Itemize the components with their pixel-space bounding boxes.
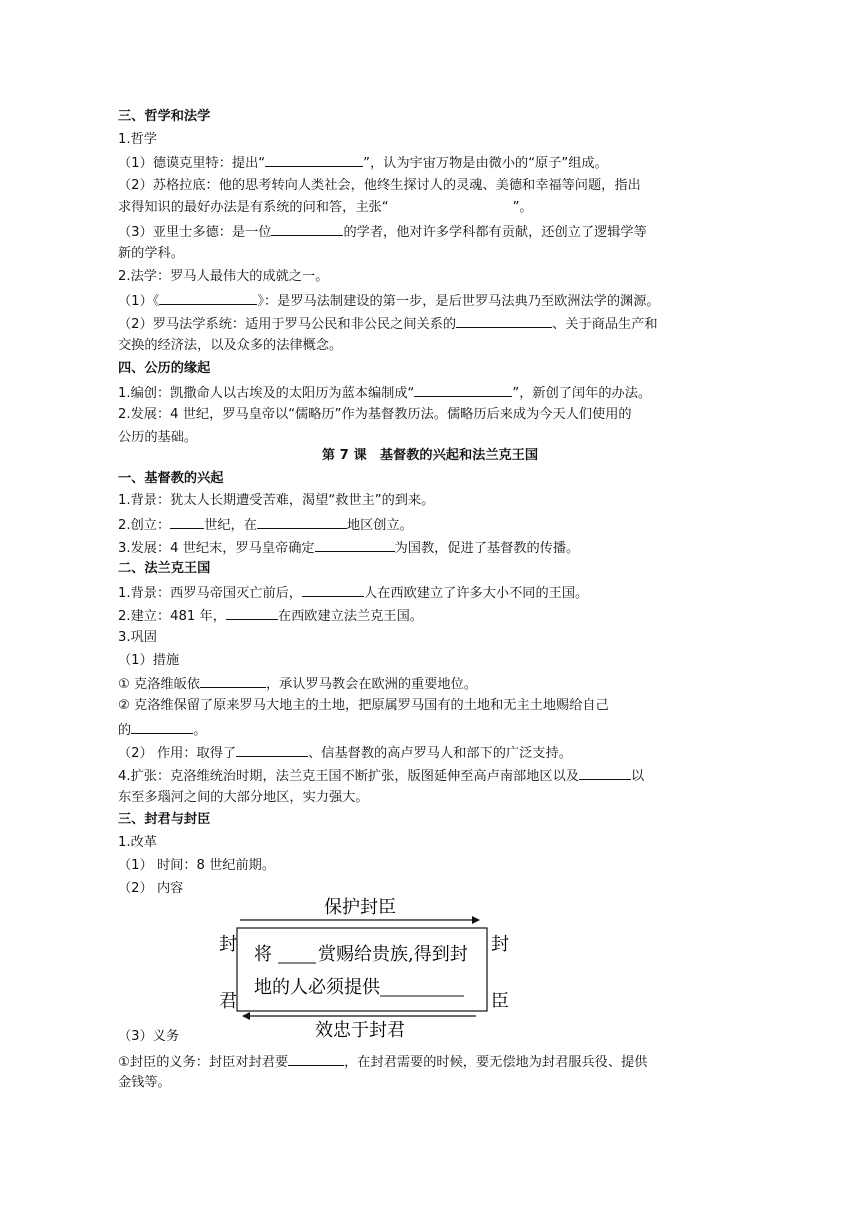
fill-blank[interactable]	[579, 765, 631, 780]
text-line: 求得知识的最好办法是有系统的问和答，主张“ ”。	[118, 200, 533, 215]
text-line: 2.发展：4 世纪，罗马皇帝以“儒略历”作为基督教历法。儒略历后来成为今天人们使用的	[118, 407, 632, 422]
fill-blank[interactable]	[265, 152, 363, 167]
text-line: （1） 时间：8 世纪前期。	[118, 858, 276, 873]
text-line: （2）罗马法学系统：适用于罗马公民和非公民之间关系的 、关于商品生产和	[118, 313, 658, 335]
text-line: 的 。	[118, 719, 206, 741]
text-line: ①封臣的义务：封臣对封君要 ，在封君需要的时候，要无偿地为封君服兵役、提供	[118, 1051, 647, 1073]
text-line: 3.发展：4 世纪末，罗马皇帝确定 为国教，促进了基督教的传播。	[118, 537, 579, 559]
text-line: 3.巩固	[118, 630, 157, 645]
text-line: 1.编创：凯撒命人以古埃及的太阳历为蓝本编制成“ ”，新创了闰年的办法。	[118, 382, 651, 404]
top-arrow-head	[472, 916, 480, 924]
text-line: （3）义务	[118, 1029, 180, 1044]
fill-blank[interactable]	[131, 719, 193, 734]
box-line-2-start: 地的人必须提供	[254, 977, 380, 998]
section-heading: 三、封君与封臣	[118, 812, 211, 827]
text-line: 1.哲学	[118, 132, 157, 147]
content-box	[237, 928, 487, 1011]
fill-blank[interactable]	[288, 1051, 344, 1066]
text-line: 金钱等。	[118, 1075, 171, 1090]
text-line: ① 克洛维皈依 ，承认罗马教会在欧洲的重要地位。	[118, 673, 477, 695]
text-line: 2.创立： 世纪，在 地区创立。	[118, 514, 413, 536]
text-line: 交换的经济法，以及众多的法律概念。	[118, 338, 343, 353]
fill-blank[interactable]	[226, 605, 278, 620]
text-line: 公历的基础。	[118, 430, 198, 445]
text-line: 1.改革	[118, 835, 157, 850]
bottom-arrow-head	[242, 1012, 250, 1020]
right-char-top: 封	[491, 934, 509, 955]
bottom-label: 效忠于封君	[315, 1020, 405, 1040]
text-line: 4.扩张：克洛维统治时期，法兰克王国不断扩张，版图延伸至高卢南部地区以及 以	[118, 765, 644, 787]
text-line: 东至多瑙河之间的大部分地区，实力强大。	[118, 790, 369, 805]
text-line: （1）措施	[118, 653, 180, 668]
fill-blank[interactable]	[200, 673, 266, 688]
fill-blank[interactable]	[414, 382, 512, 397]
section-heading: 三、哲学和法学	[118, 109, 211, 124]
text-line: 新的学科。	[118, 246, 184, 261]
feudal-diagram	[210, 890, 520, 1040]
fill-blank[interactable]	[271, 221, 343, 236]
text-line: 2.法学：罗马人最伟大的成就之一。	[118, 269, 329, 284]
box-line-1-end: 赏赐给贵族,得到封	[318, 944, 468, 965]
top-label: 保护封臣	[324, 897, 396, 918]
fill-blank[interactable]	[257, 514, 347, 529]
fill-blank[interactable]	[315, 537, 395, 552]
left-char-bottom: 君	[219, 991, 237, 1012]
fill-blank[interactable]	[170, 514, 204, 529]
section-heading: 二、法兰克王国	[118, 561, 211, 576]
fill-blank[interactable]	[456, 313, 552, 328]
fill-blank[interactable]	[302, 582, 364, 597]
text-line: （2）苏格拉底：他的思考转向人类社会，他终生探讨人的灵魂、美德和幸福等问题，指出	[118, 178, 641, 193]
text-line: 1.背景：西罗马帝国灭亡前后， 人在西欧建立了许多大小不同的王国。	[118, 582, 588, 604]
text-line: （3）亚里士多德：是一位 的学者，他对许多学科都有贡献，还创立了逻辑学等	[118, 221, 647, 243]
text-line: （1）德谟克里特：提出“ ”，认为宇宙万物是由微小的“原子”组成。	[118, 152, 608, 174]
fill-blank[interactable]	[236, 742, 308, 757]
text-line: （2） 作用：取得了 、信基督教的高卢罗马人和部下的广泛支持。	[118, 742, 572, 764]
text-line: 2.建立：481 年， 在西欧建立法兰克王国。	[118, 605, 423, 627]
text-line: （2） 内容	[118, 881, 184, 896]
right-char-bottom: 臣	[491, 991, 509, 1012]
box-line-1-start: 将	[254, 944, 272, 965]
section-heading: 四、公历的缘起	[118, 361, 211, 376]
text-line: （1）《 》：是罗马法制建设的第一步，是后世罗马法典乃至欧洲法学的渊源。	[118, 290, 660, 312]
text-line: ② 克洛维保留了原来罗马大地主的土地，把原属罗马国有的土地和无主土地赐给自己	[118, 698, 609, 713]
fill-blank[interactable]	[159, 290, 257, 305]
left-char-top: 封	[219, 934, 237, 955]
text-line: 1.背景：犹太人长期遭受苦难，渴望“救世主”的到来。	[118, 493, 435, 508]
section-heading: 一、基督教的兴起	[118, 471, 224, 486]
lesson-title: 第 7 课 基督教的兴起和法兰克王国	[321, 448, 539, 463]
